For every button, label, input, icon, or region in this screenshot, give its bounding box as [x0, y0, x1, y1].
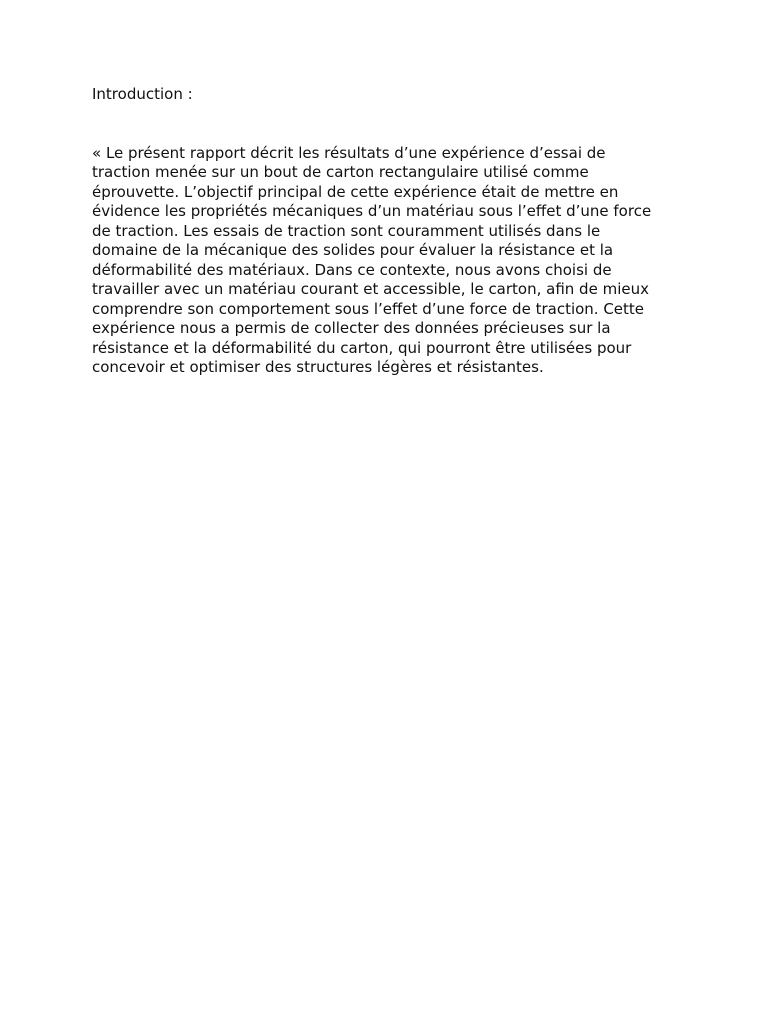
document-content — [92, 85, 682, 378]
section-heading: Introduction : — [92, 85, 193, 103]
paragraph-line: comprendre son comportement sous l’effet d’une force de traction. Cette — [92, 299, 645, 318]
paragraph-line: résistance et la déformabilité du carton, qui pourront être utilisées pour — [92, 338, 632, 357]
paragraph-line: évidence les propriétés mécaniques d’un matériau sous l’effet d’une force — [92, 202, 652, 220]
introduction-paragraph — [92, 144, 682, 378]
paragraph-line: domaine de la mécanique des solides pour évaluer la résistance et la — [92, 241, 614, 259]
paragraph-line: travailler avec un matériau courant et accessible, le carton, afin de mieux — [92, 280, 649, 298]
paragraph-line: de traction. Les essais de traction sont couramment utilisés dans le — [92, 221, 601, 240]
paragraph-line: éprouvette. L’objectif principal de cette expérience était de mettre en — [92, 182, 619, 201]
paragraph-line: « Le présent rapport décrit les résultats d’une expérience d’essai de — [92, 143, 606, 162]
paragraph-line: déformabilité des matériaux. Dans ce contexte, nous avons choisi de — [92, 260, 612, 279]
paragraph-line: expérience nous a permis de collecter des données précieuses sur la — [92, 319, 611, 337]
paragraph-line: traction menée sur un bout de carton rectangulaire utilisé comme — [92, 163, 589, 181]
paragraph-line: concevoir et optimiser des structures légères et résistantes. — [92, 358, 544, 376]
